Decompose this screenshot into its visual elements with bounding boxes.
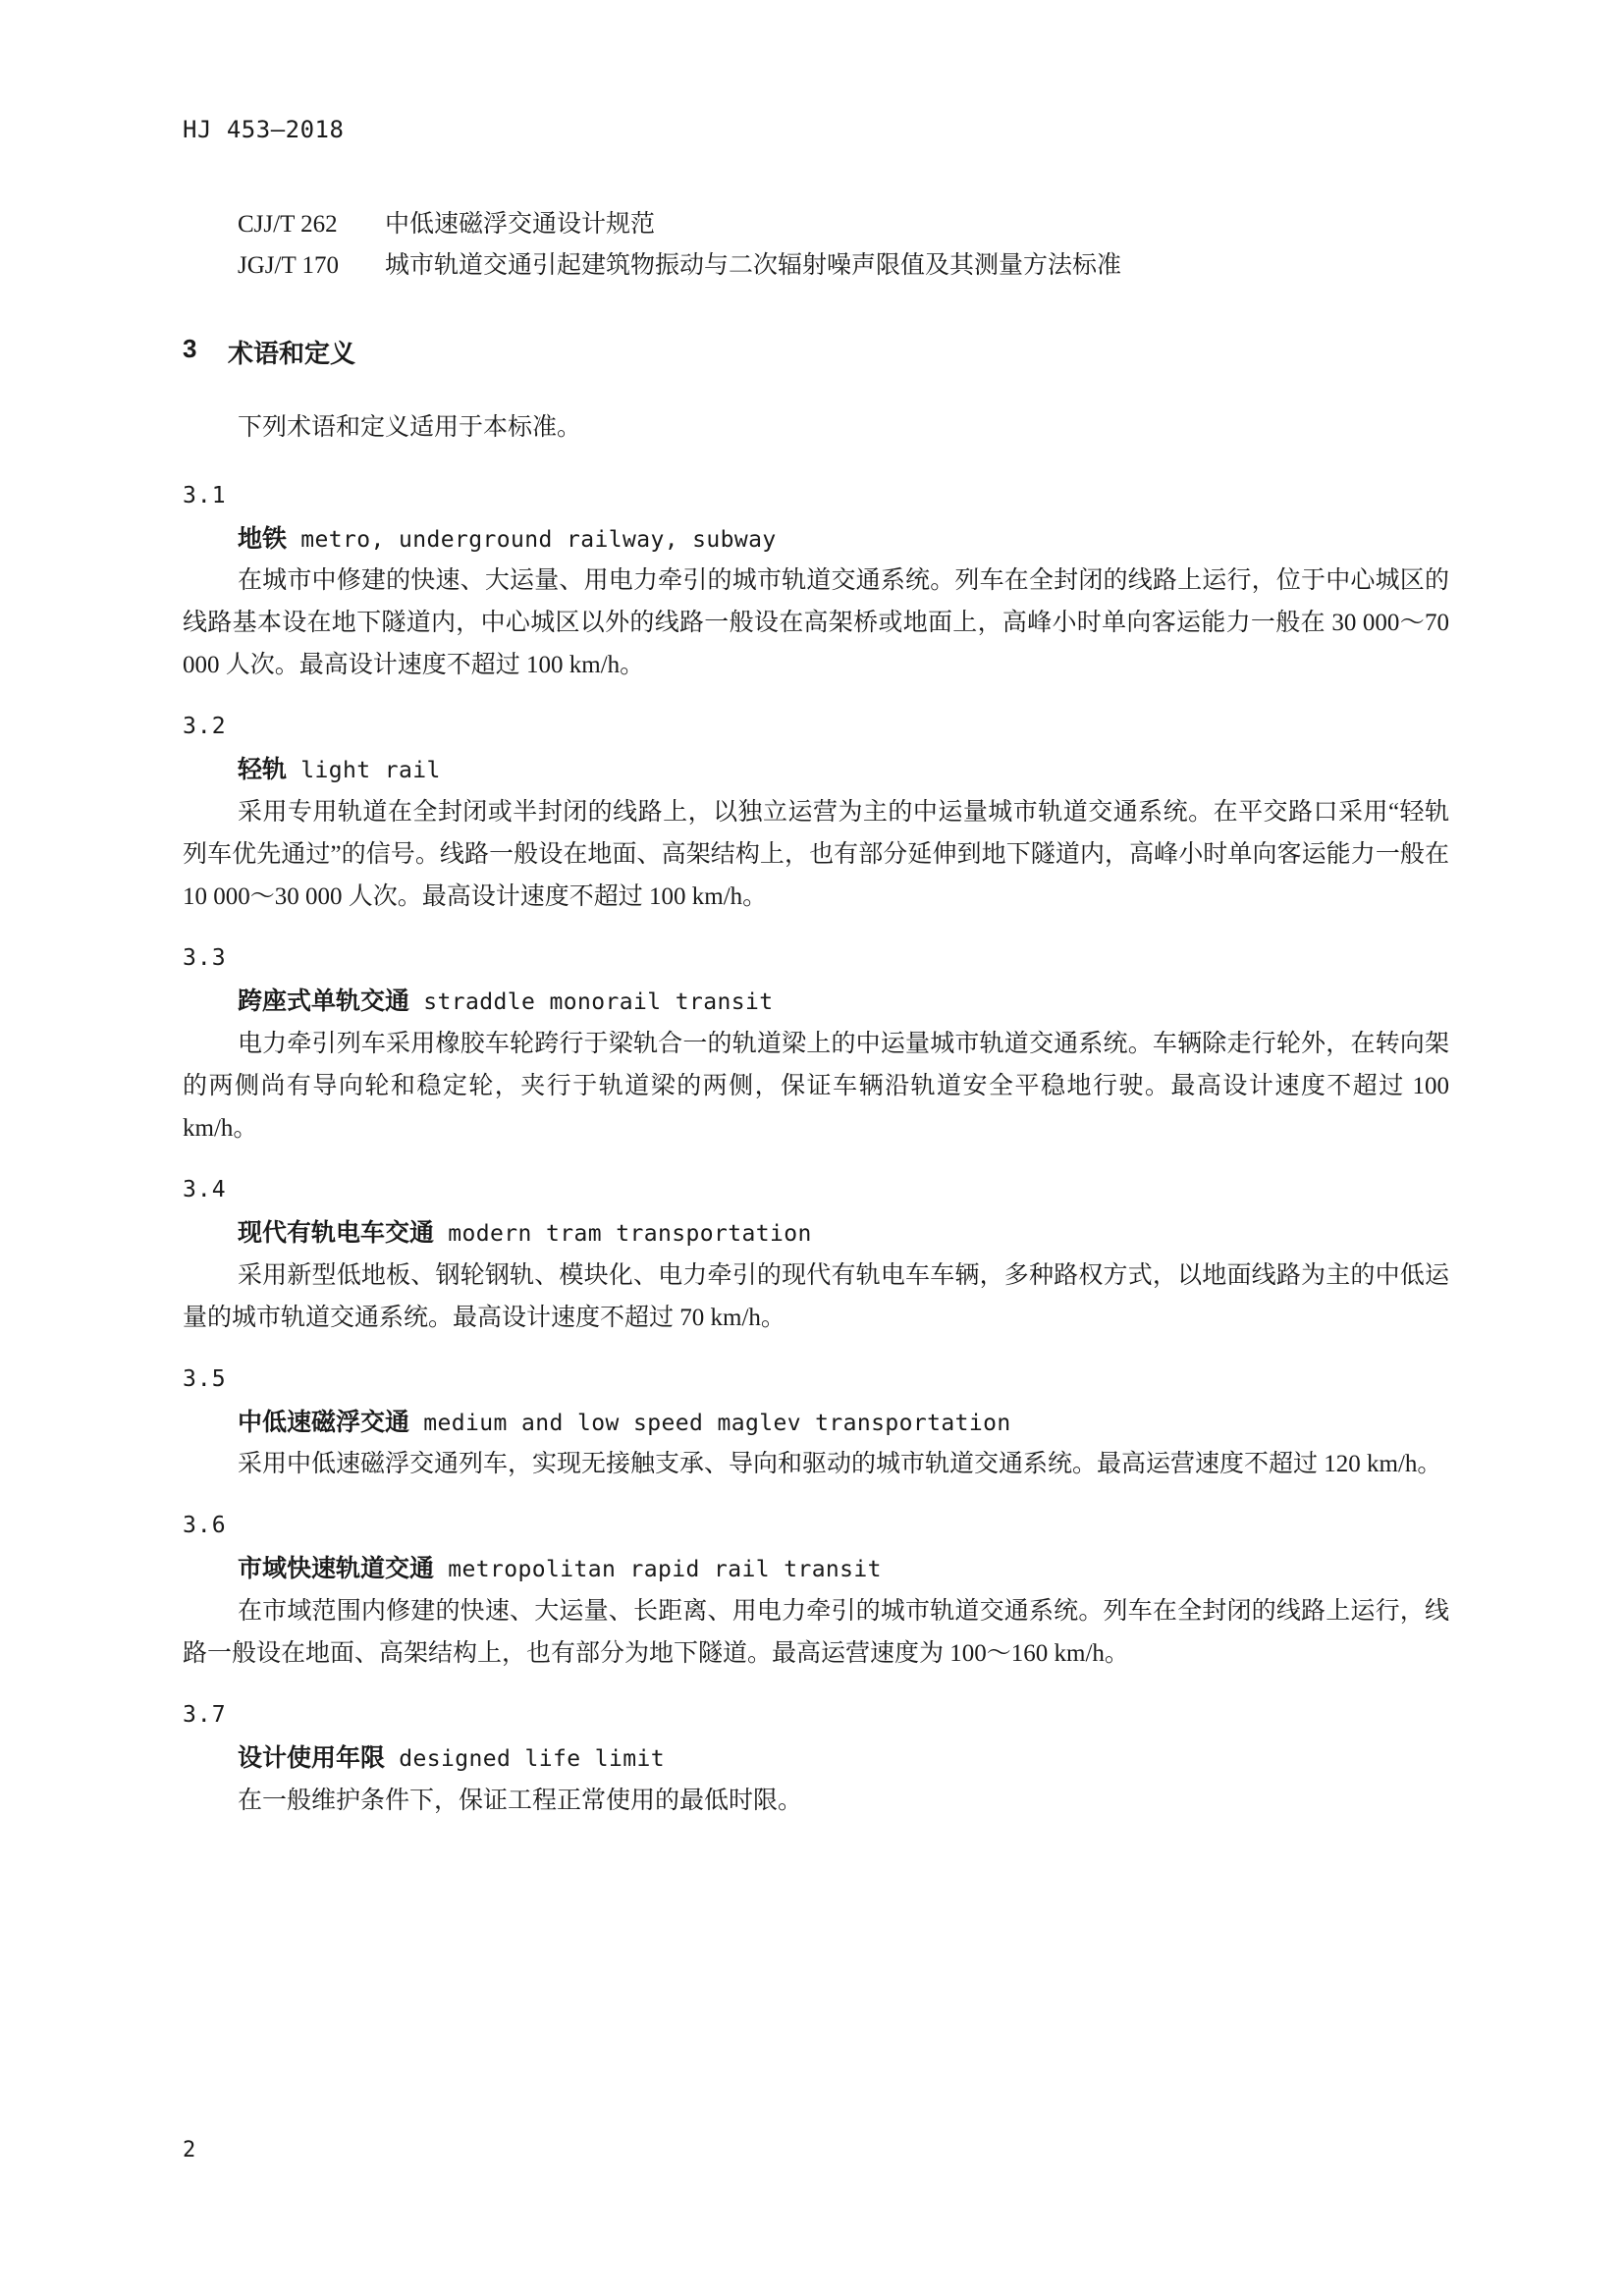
term-name-en: modern tram transportation [434,1220,812,1247]
term-title [238,1739,1449,1778]
term-name-cn: 跨座式单轨交通 [238,988,410,1015]
term-definition: 采用专用轨道在全封闭或半封闭的线路上，以独立运营为主的中运量城市轨道交通系统。在平交路口采用“轻轨列车优先通过”的信号。线路一般设在地面、高架结构上，也有部分延伸到地下隧道内，高峰小时单向客运能力一般在 10 000～30 000 人次。最高设计速度不超过 100 km/h。 [183,799,1449,910]
normative-reference-list [238,204,1449,287]
term-definition: 采用新型低地板、钢轮钢轨、模块化、电力牵引的现代有轨电车车辆，多种路权方式，以地面线路为主的中低运量的城市轨道交通系统。最高设计速度不超过 70 km/h。 [183,1261,1449,1331]
reference-title: 中低速磁浮交通设计规范 [385,211,656,238]
term-title [238,520,1449,559]
term-name-en: designed life limit [385,1746,665,1772]
term-number: 3.6 [183,1513,227,1539]
reference-code: CJJ/T 262 [238,211,338,238]
term-title [238,1404,1449,1442]
term-definition: 在城市中修建的快速、大运量、用电力牵引的城市轨道交通系统。列车在全封闭的线路上运行，位于中心城区的线路基本设在地下隧道内，中心城区以外的线路一般设在高架桥或地面上，高峰小时单向客运能力一般在 30 000～70 000 人次。最高设计速度不超过 100 km/h。 [183,567,1449,679]
section-heading [183,334,1449,370]
term-number: 3.3 [183,945,227,971]
section-title: 术语和定义 [228,339,356,368]
term-name-en: metropolitan rapid rail transit [434,1557,882,1583]
running-header: HJ 453—2018 [183,116,345,143]
reference-title: 城市轨道交通引起建筑物振动与二次辐射噪声限值及其测量方法标准 [385,252,1122,279]
term-title [238,1214,1449,1253]
page-number: 2 [183,2138,196,2163]
term-number: 3.1 [183,482,227,508]
term-definition: 电力牵引列车采用橡胶车轮跨行于梁轨合一的轨道梁上的中运量城市轨道交通系统。车辆除走行轮外，在转向架的两侧尚有导向轮和稳定轮，夹行于轨道梁的两侧，保证车辆沿轨道安全平稳地行驶。最高设计速度不超过 100 km/h。 [183,1030,1449,1142]
term-name-en: light rail [287,758,441,784]
term-name-cn: 中低速磁浮交通 [238,1408,410,1436]
term-name-cn: 设计使用年限 [238,1744,386,1772]
term-title [238,983,1449,1021]
list-item [238,204,1449,245]
term-name-cn: 轻轨 [238,756,288,784]
term-name-cn: 现代有轨电车交通 [238,1218,435,1247]
section-lead-paragraph: 下列术语和定义适用于本标准。 [238,414,582,441]
list-item [238,245,1449,287]
term-definition: 在一般维护条件下，保证工程正常使用的最低时限。 [238,1787,803,1814]
section-number: 3 [183,334,197,363]
term-number: 3.4 [183,1176,227,1202]
term-name-en: medium and low speed maglev transportation [409,1410,1011,1436]
term-name-en: straddle monorail transit [409,989,774,1015]
term-definition: 采用中低速磁浮交通列车，实现无接触支承、导向和驱动的城市轨道交通系统。最高运营速度不超过 120 km/h。 [238,1451,1442,1478]
page-content [183,116,1449,1822]
term-number: 3.7 [183,1702,227,1728]
term-name-cn: 地铁 [238,524,288,553]
term-number: 3.5 [183,1365,227,1392]
term-name-en: metro, underground railway, subway [287,526,777,553]
term-name-cn: 市域快速轨道交通 [238,1555,435,1583]
term-number: 3.2 [183,714,227,740]
term-title [238,1550,1449,1588]
term-definition: 在市域范围内修建的快速、大运量、长距离、用电力牵引的城市轨道交通系统。列车在全封闭的线路上运行，线路一般设在地面、高架结构上，也有部分为地下隧道。最高运营速度为 100～160 km/h。 [183,1598,1449,1667]
term-title [238,751,1449,789]
reference-code: JGJ/T 170 [238,252,340,279]
